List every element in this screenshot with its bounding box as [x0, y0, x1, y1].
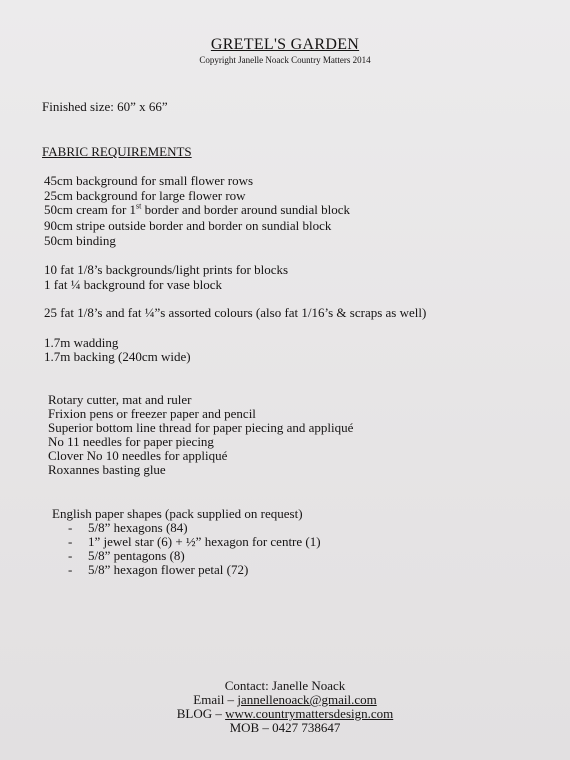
notion-item: Frixion pens or freezer paper and pencil [48, 406, 256, 421]
document-title: GRETEL'S GARDEN [210, 36, 360, 53]
fabric-item: 45cm background for small flower rows [44, 173, 254, 188]
paper-shape-item: 5/8” pentagons (8) [88, 548, 185, 563]
fabric-item-text-rest: border and border around sundial block [141, 202, 351, 217]
fabric-requirements-heading: FABRIC REQUIREMENTS [42, 144, 192, 159]
list-dash: - [68, 562, 73, 577]
notion-item: Superior bottom line thread for paper piecing and appliqué [48, 420, 354, 435]
superscript: st [136, 201, 142, 211]
notion-item: Clover No 10 needles for appliqué [48, 448, 228, 463]
list-dash: - [68, 520, 73, 535]
fabric-item [44, 202, 350, 217]
paper-shape-item: 5/8” hexagon flower petal (72) [88, 562, 249, 577]
list-dash: - [68, 534, 73, 549]
contact-blog-line [0, 706, 570, 721]
fabric-item-text: 50cm cream for 1 [44, 202, 137, 217]
fabric-item: 50cm binding [44, 233, 116, 248]
fabric-item: 10 fat 1/8’s backgrounds/light prints for blocks [44, 262, 289, 277]
fabric-item: 25cm background for large flower row [44, 188, 246, 203]
fabric-item: 25 fat 1/8’s and fat ¼”s assorted colours (also fat 1/16’s & scraps as well) [44, 305, 427, 320]
list-dash: - [68, 548, 73, 563]
fabric-item: 1.7m wadding [44, 335, 119, 350]
blog-link[interactable]: www.countrymattersdesign.com [225, 706, 394, 721]
blog-prefix: BLOG – [176, 706, 226, 721]
notion-item: No 11 needles for paper piecing [48, 434, 214, 449]
email-link[interactable]: jannellenoack@gmail.com [237, 692, 377, 707]
notion-item: Roxannes basting glue [48, 462, 166, 477]
fabric-item: 90cm stripe outside border and border on sundial block [44, 218, 332, 233]
paper-shapes-intro: English paper shapes (pack supplied on request) [52, 506, 303, 521]
paper-shape-item: 1” jewel star (6) + ½” hexagon for centre (1) [88, 534, 321, 549]
fabric-item: 1 fat ¼ background for vase block [44, 277, 222, 292]
fabric-item: 1.7m backing (240cm wide) [44, 349, 191, 364]
contact-name: Contact: Janelle Noack [224, 678, 346, 693]
email-prefix: Email – [193, 692, 238, 707]
contact-email-line [0, 692, 570, 707]
notion-item: Rotary cutter, mat and ruler [48, 392, 192, 407]
copyright-line: Copyright Janelle Noack Country Matters 2014 [199, 55, 371, 65]
paper-shape-item: 5/8” hexagons (84) [88, 520, 188, 535]
finished-size: Finished size: 60” x 66” [42, 99, 168, 114]
contact-mobile: MOB – 0427 738647 [229, 720, 341, 735]
